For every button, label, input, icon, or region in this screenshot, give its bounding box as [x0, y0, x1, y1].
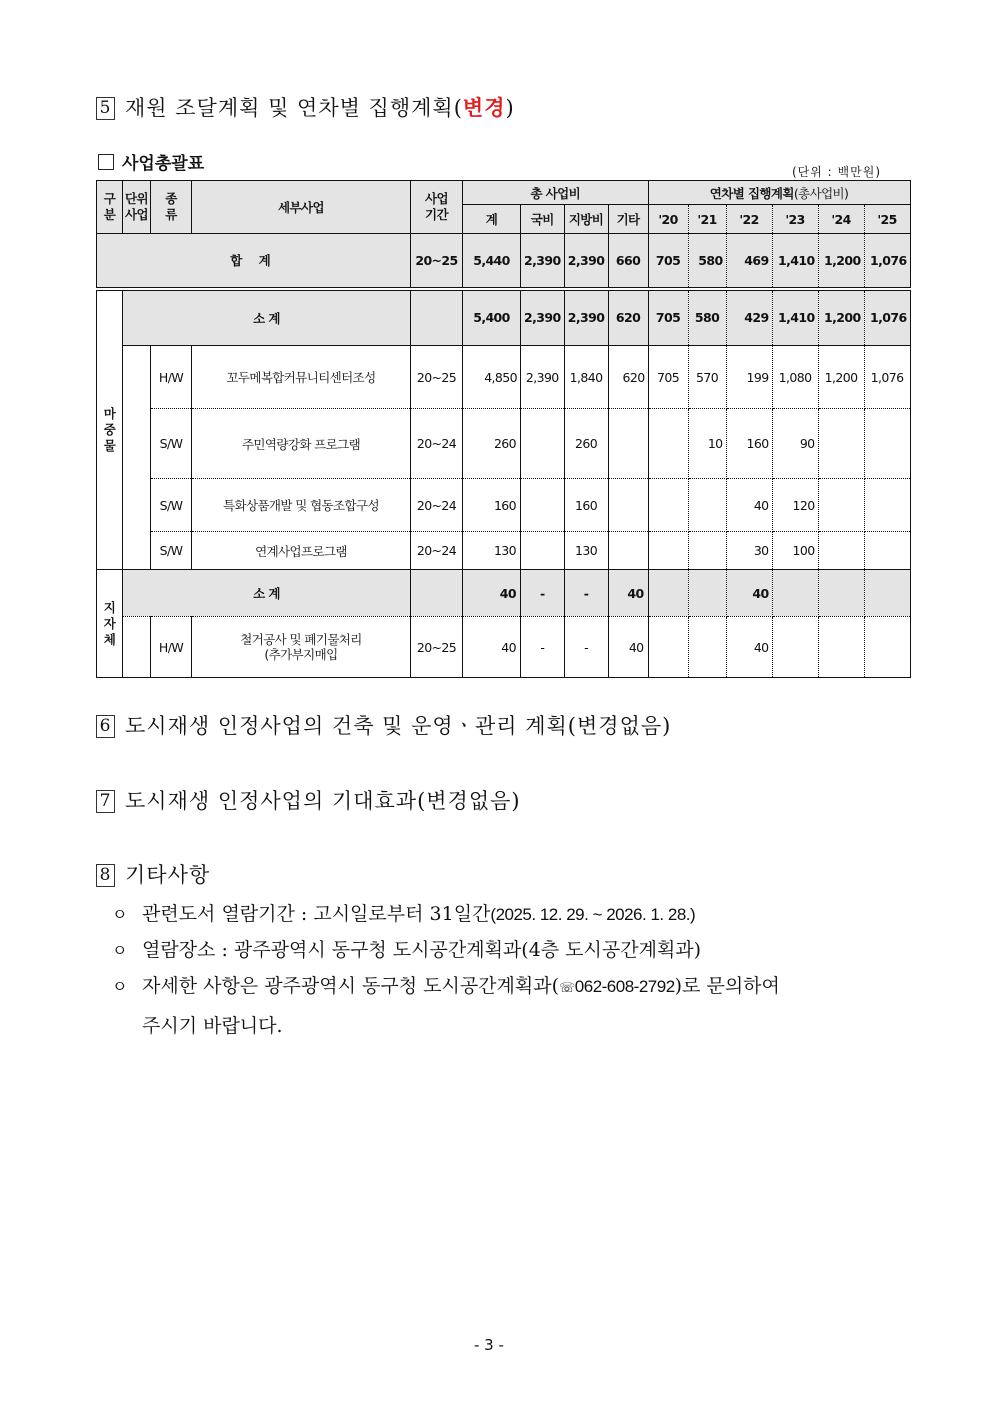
header-cost-other: 기타	[608, 205, 648, 234]
subtotal-period	[411, 570, 463, 617]
header-period: 사업 기간	[411, 181, 463, 234]
table-title: 사업총괄표	[98, 149, 204, 174]
section-5-title: 5 재원 조달계획 및 연차별 집행계획(변경)	[96, 92, 515, 122]
period-cell: 20~24	[411, 479, 463, 532]
cell: 705	[648, 289, 688, 346]
grand-total-row	[97, 234, 911, 289]
header-cost-national: 국비	[521, 205, 565, 234]
header-cost-total: 계	[463, 205, 521, 234]
header-yearly-plan: 연차별 집행계획(총사업비)	[648, 181, 910, 205]
bullet-icon: ㅇ	[112, 941, 128, 960]
cell: 40	[463, 617, 521, 678]
cell: 2,390	[521, 289, 565, 346]
section-8-title: 8 기타사항	[96, 859, 210, 889]
checkbox-square-icon	[98, 154, 114, 170]
project-cell: 특화상품개발 및 협동조합구성	[192, 479, 411, 532]
header-cost-local: 지방비	[564, 205, 608, 234]
cell: 705	[648, 234, 688, 289]
cell: 620	[608, 289, 648, 346]
cell: 130	[463, 532, 521, 570]
cell: 1,200	[818, 346, 864, 409]
cell	[818, 532, 864, 570]
table-row	[97, 479, 911, 532]
cell: -	[564, 617, 608, 678]
header-sub-project: 세부사업	[192, 181, 411, 234]
cell	[608, 409, 648, 479]
cell: 2,390	[521, 234, 565, 289]
cell: 130	[564, 532, 608, 570]
cell	[648, 479, 688, 532]
phone-number: 062-608-2792	[574, 977, 675, 996]
header-year: '21	[688, 205, 726, 234]
section-number: 7	[96, 790, 115, 813]
cell: 705	[648, 346, 688, 409]
period-cell: 20~24	[411, 409, 463, 479]
header-gubun: 구 분	[97, 181, 123, 234]
subtotal-label: 소 계	[123, 289, 411, 346]
section-7-title: 7 도시재생 인정사업의 기대효과(변경없음)	[96, 785, 521, 815]
cell	[772, 617, 818, 678]
cell: 1,200	[818, 289, 864, 346]
cell: 1,410	[772, 234, 818, 289]
cell: 1,840	[564, 346, 608, 409]
cell: 580	[688, 289, 726, 346]
type-cell: S/W	[151, 409, 192, 479]
header-year: '24	[818, 205, 864, 234]
cell	[818, 617, 864, 678]
cell	[818, 570, 864, 617]
bullet-item: ㅇ 열람장소 : 광주광역시 동구청 도시공간계획과(4층 도시공간계획과)	[112, 939, 702, 961]
unit-project-cell	[123, 346, 151, 570]
cell	[772, 570, 818, 617]
cell	[864, 570, 910, 617]
bullet-item: ㅇ 자세한 사항은 광주광역시 동구청 도시공간계획과(☏062-608-2792)로 문의하여	[112, 975, 780, 997]
page-number: - 3 -	[474, 1336, 504, 1354]
subtotal-row	[97, 570, 911, 617]
cell: 2,390	[521, 346, 565, 409]
phone-icon: ☏	[559, 980, 575, 995]
header-unit-project: 단위 사업	[123, 181, 151, 234]
grand-total-period: 20~25	[411, 234, 463, 289]
project-summary-table	[96, 180, 911, 678]
bullet-icon: ㅇ	[112, 905, 128, 924]
cell	[818, 409, 864, 479]
project-cell: 주민역량강화 프로그램	[192, 409, 411, 479]
cell: 160	[463, 479, 521, 532]
type-cell: S/W	[151, 532, 192, 570]
cell: 469	[726, 234, 772, 289]
type-cell: H/W	[151, 617, 192, 678]
cell: 40	[726, 570, 772, 617]
cell: 4,850	[463, 346, 521, 409]
header-year: '23	[772, 205, 818, 234]
type-cell: S/W	[151, 479, 192, 532]
cell	[818, 479, 864, 532]
grand-total-label: 합 계	[97, 234, 411, 289]
table-row	[97, 409, 911, 479]
unit-label: (단위 : 백만원)	[792, 165, 881, 179]
cell: 160	[726, 409, 772, 479]
table-row	[97, 532, 911, 570]
cell: -	[564, 570, 608, 617]
cell	[864, 617, 910, 678]
cell: 100	[772, 532, 818, 570]
cell: -	[521, 570, 565, 617]
cell: 260	[463, 409, 521, 479]
cell	[608, 532, 648, 570]
header-type: 종 류	[151, 181, 192, 234]
cell: 2,390	[564, 234, 608, 289]
cell	[521, 479, 565, 532]
section-number: 5	[96, 97, 115, 120]
cell	[864, 479, 910, 532]
project-cell: 꼬두메복합커뮤니티센터조성	[192, 346, 411, 409]
header-year: '22	[726, 205, 772, 234]
changed-badge: 변경	[462, 95, 506, 120]
cell	[648, 409, 688, 479]
cell: 120	[772, 479, 818, 532]
project-cell: 연계사업프로그램	[192, 532, 411, 570]
table-row	[97, 346, 911, 409]
subtotal-row	[97, 289, 911, 346]
cell: 429	[726, 289, 772, 346]
period-cell: 20~25	[411, 617, 463, 678]
cell: 1,076	[864, 289, 910, 346]
cell	[521, 409, 565, 479]
cell: 620	[608, 346, 648, 409]
cell: 30	[726, 532, 772, 570]
subtotal-period	[411, 289, 463, 346]
bullet-continuation: 주시기 바랍니다.	[142, 1015, 283, 1037]
cell: 5,400	[463, 289, 521, 346]
bullet-item: ㅇ 관련도서 열람기간 : 고시일로부터 31일간(2025. 12. 29. ~ 2026. 1. 28.)	[112, 903, 696, 925]
bullet-icon: ㅇ	[112, 977, 128, 996]
cell	[521, 532, 565, 570]
cell: 40	[463, 570, 521, 617]
cell: 260	[564, 409, 608, 479]
cell	[688, 479, 726, 532]
cell: 90	[772, 409, 818, 479]
cell: 1,076	[864, 346, 910, 409]
cell: 10	[688, 409, 726, 479]
table-row	[97, 617, 911, 678]
cell	[648, 532, 688, 570]
cell	[688, 570, 726, 617]
cell: 1,200	[818, 234, 864, 289]
section-6-title: 6 도시재생 인정사업의 건축 및 운영ㆍ관리 계획(변경없음)	[96, 710, 671, 740]
cell: 1,076	[864, 234, 910, 289]
period-cell: 20~24	[411, 532, 463, 570]
section-number: 6	[96, 715, 115, 738]
header-year: '20	[648, 205, 688, 234]
cell	[648, 617, 688, 678]
cell: 40	[726, 479, 772, 532]
project-cell: 철거공사 및 폐기물처리 (추가부지매입	[192, 617, 411, 678]
cell: 160	[564, 479, 608, 532]
cell: 5,440	[463, 234, 521, 289]
unit-project-cell	[123, 617, 151, 678]
group-label: 지 자 체	[97, 570, 123, 678]
cell: 1,080	[772, 346, 818, 409]
cell: 40	[608, 617, 648, 678]
cell	[688, 532, 726, 570]
cell: 40	[726, 617, 772, 678]
cell: 580	[688, 234, 726, 289]
cell	[864, 532, 910, 570]
cell	[648, 570, 688, 617]
header-total-cost: 총 사업비	[463, 181, 649, 205]
cell: 199	[726, 346, 772, 409]
cell: 40	[608, 570, 648, 617]
cell: 570	[688, 346, 726, 409]
cell	[688, 617, 726, 678]
cell: 660	[608, 234, 648, 289]
header-year: '25	[864, 205, 910, 234]
group-label: 마 중 물	[97, 289, 123, 570]
cell: 2,390	[564, 289, 608, 346]
cell	[608, 479, 648, 532]
type-cell: H/W	[151, 346, 192, 409]
section-number: 8	[96, 864, 115, 887]
cell: 1,410	[772, 289, 818, 346]
subtotal-label: 소 계	[123, 570, 411, 617]
cell: -	[521, 617, 565, 678]
period-cell: 20~25	[411, 346, 463, 409]
cell	[864, 409, 910, 479]
